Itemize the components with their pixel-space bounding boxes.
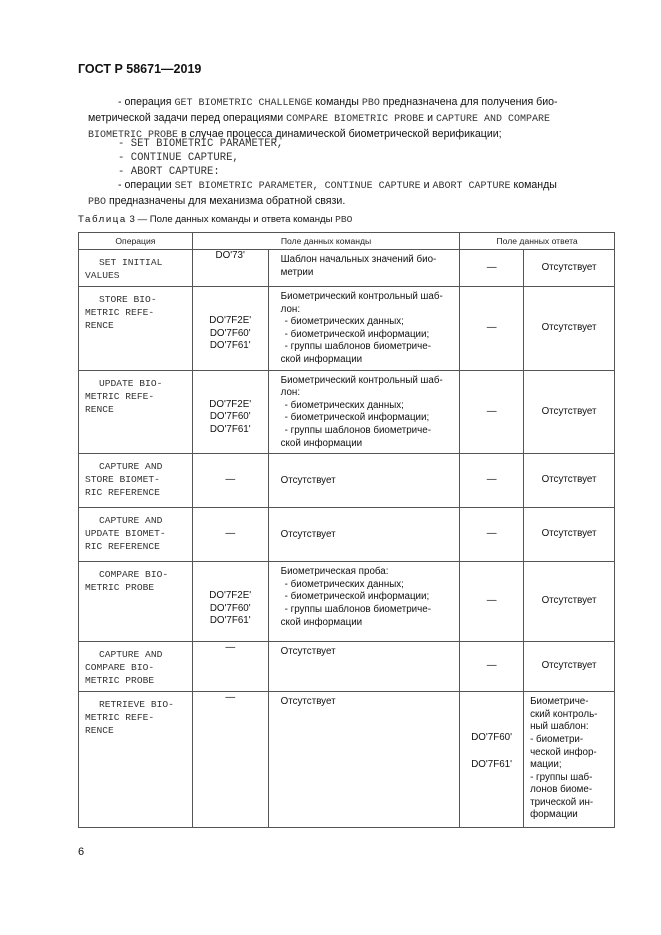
operation-cell — [79, 692, 193, 828]
description-line: трической ин- — [530, 796, 594, 808]
response-data-description-cell: Отсутствует — [524, 454, 615, 508]
caption-text: 3 — Поле данных команды и ответа команды — [126, 214, 336, 225]
data-object-tag: DO'7F2E' — [209, 590, 252, 602]
table-row — [79, 287, 615, 371]
response-data-object-cell — [460, 692, 524, 828]
description-line: - биометрических данных; — [284, 399, 404, 411]
intro-paragraph-1 — [88, 95, 614, 143]
response-data-description-cell: Отсутствует — [524, 287, 615, 371]
table-row — [79, 454, 615, 508]
response-data-object-cell: — — [460, 454, 524, 508]
description-line: - биометрических данных; — [284, 578, 404, 590]
description-line: лон: — [280, 387, 301, 399]
intro-text: команды — [510, 179, 557, 191]
table-row — [79, 370, 615, 454]
operation-cell — [79, 562, 193, 642]
table-row — [79, 508, 615, 562]
data-object-tag: — — [225, 642, 236, 654]
operation-name-line: STORE BIOMET- — [85, 474, 160, 486]
intro-code: GET BIOMETRIC CHALLENGE — [174, 98, 313, 109]
operation-name-line: RENCE — [85, 320, 114, 331]
response-data-description-cell: Отсутствует — [524, 250, 615, 287]
data-object-tag: DO'7F61' — [209, 423, 251, 435]
operation-name-line: METRIC REFE- — [85, 712, 155, 724]
command-data-object-cell — [192, 692, 268, 828]
pbo-data-table — [78, 232, 615, 828]
response-data-description-cell: Отсутствует — [524, 642, 615, 692]
description-line: метрии — [280, 266, 314, 278]
operation-name-line: UPDATE BIO- — [99, 377, 163, 389]
table-row — [79, 250, 615, 287]
data-object-tag: — — [225, 474, 236, 486]
description-line: формации — [530, 809, 578, 821]
operation-cell — [79, 642, 193, 692]
data-object-tag: DO'7F61' — [209, 615, 251, 627]
intro-text: предназначена для получения био- — [379, 96, 558, 108]
description-line: Биометрическая проба: — [280, 566, 389, 578]
operation-name-line: CAPTURE AND — [99, 515, 163, 527]
operation-cell — [79, 370, 193, 454]
command-data-description-cell — [268, 454, 460, 508]
table-row — [79, 692, 615, 828]
header-command-data: Поле данных команды — [192, 233, 459, 250]
operation-name-line: CAPTURE AND — [99, 649, 163, 661]
response-data-description-cell — [524, 692, 615, 828]
caption-label: Таблица — [78, 214, 127, 225]
data-object-tag: DO'7F60' — [209, 327, 251, 339]
description-line: - биометрической информации; — [284, 412, 430, 424]
intro-code: BIOMETRIC PROBE — [88, 130, 179, 141]
description-line: - биометрической информации; — [284, 328, 430, 340]
description-line: - группы шаблонов биометриче- — [284, 603, 431, 615]
description-line: лон: — [280, 303, 301, 315]
table-row — [79, 562, 615, 642]
intro-text: - операция — [118, 96, 175, 108]
response-data-object-cell: — — [460, 370, 524, 454]
operation-name-line: METRIC PROBE — [85, 675, 155, 687]
operation-cell — [79, 454, 193, 508]
data-object-tag: DO'7F60' — [209, 411, 251, 423]
description-line: Отсутствует — [280, 528, 336, 540]
description-line: - группы шаблонов биометриче- — [284, 341, 431, 353]
operation-name-line: RETRIEVE BIO- — [99, 699, 174, 711]
command-data-object-cell — [192, 454, 268, 508]
intro-code: ABORT CAPTURE — [432, 181, 511, 192]
data-object-tag: — — [225, 692, 236, 704]
description-line: - биометри- — [530, 733, 584, 745]
feedback-operations-list — [88, 137, 614, 179]
command-data-description-cell — [268, 250, 460, 287]
data-object-tag: DO'7F60' — [471, 732, 513, 744]
operation-name-line: STORE BIO- — [99, 294, 157, 305]
operation-name-line: COMPARE BIO- — [99, 569, 169, 581]
operation-cell — [79, 250, 193, 287]
description-line: ской информации — [280, 437, 363, 449]
data-object-tag: — — [225, 528, 236, 540]
description-line: Биометрический контрольный шаб- — [280, 374, 443, 386]
page-number: 6 — [78, 846, 85, 858]
operation-name-line: RIC REFERENCE — [85, 541, 160, 553]
description-line: ческой инфор- — [530, 746, 597, 758]
description-line: Шаблон начальных значений био- — [280, 254, 437, 265]
operation-cell — [79, 508, 193, 562]
response-data-object-cell: — — [460, 287, 524, 371]
document-header: ГОСТ Р 58671—2019 — [78, 62, 202, 76]
command-data-description-cell — [268, 287, 460, 371]
intro-code: COMPARE BIOMETRIC PROBE — [286, 114, 425, 125]
data-object-tag: DO'7F61' — [209, 340, 251, 352]
operation-name-line: CAPTURE AND — [99, 461, 163, 473]
intro-code: SET BIOMETRIC PARAMETER, CONTINUE CAPTURE — [174, 181, 421, 192]
description-line: - группы шаб- — [530, 771, 593, 783]
operation-name-line: RENCE — [85, 403, 114, 415]
description-line: - биометрических данных; — [284, 316, 404, 328]
intro-code: PBO — [88, 197, 107, 208]
list-item: - SET BIOMETRIC PARAMETER, — [118, 138, 284, 150]
intro-text: предназначены для механизма обратной связи. — [106, 195, 346, 207]
intro-text: - операции — [118, 179, 175, 191]
response-data-description-cell: Отсутствует — [524, 562, 615, 642]
operation-name-line: METRIC PROBE — [85, 582, 155, 594]
caption-code: PBO — [335, 214, 353, 225]
data-object-tag: DO'7F61' — [471, 758, 513, 770]
intro-text: в случае процесса динамической биометрической верификации; — [178, 128, 502, 140]
description-line: ский контроль- — [530, 708, 598, 720]
header-response-data: Поле данных ответа — [460, 233, 615, 250]
description-line: Биометриче- — [530, 696, 589, 708]
command-data-object-cell — [192, 287, 268, 371]
command-data-object-cell — [192, 250, 268, 287]
description-line: ской информации — [280, 353, 363, 365]
response-data-object-cell: — — [460, 508, 524, 562]
intro-code: PBO — [361, 98, 380, 109]
intro-text: метрической задачи перед операциями — [88, 112, 287, 124]
command-data-description-cell — [268, 692, 460, 828]
response-data-object-cell: — — [460, 250, 524, 287]
table-row — [79, 642, 615, 692]
operation-name-line: METRIC REFE- — [85, 390, 155, 402]
description-line: - биометрической информации; — [284, 591, 430, 603]
response-data-object-cell: — — [460, 562, 524, 642]
response-data-description-cell: Отсутствует — [524, 508, 615, 562]
command-data-description-cell — [268, 562, 460, 642]
operation-name-line: RENCE — [85, 725, 114, 737]
operation-name-line: RIC REFERENCE — [85, 487, 160, 499]
list-item: - ABORT CAPTURE: — [118, 166, 220, 178]
description-line: ской информации — [280, 616, 363, 628]
description-line: - группы шаблонов биометриче- — [284, 424, 431, 436]
description-line: мации; — [530, 759, 562, 771]
command-data-description-cell — [268, 642, 460, 692]
data-object-tag: DO'73' — [215, 250, 245, 261]
header-operation: Операция — [79, 233, 193, 250]
data-object-tag: DO'7F2E' — [209, 315, 252, 326]
command-data-object-cell — [192, 508, 268, 562]
table-header-row — [79, 233, 615, 250]
command-data-description-cell — [268, 370, 460, 454]
command-data-object-cell — [192, 562, 268, 642]
operation-name-line: SET INITIAL — [99, 257, 163, 268]
operation-name-line: METRIC REFE- — [85, 307, 155, 318]
description-line: Отсутствует — [280, 696, 336, 708]
description-line: Отсутствует — [280, 646, 336, 658]
description-line: ный шаблон: — [530, 721, 589, 733]
data-object-tag: DO'7F2E' — [209, 398, 252, 410]
description-line: Отсутствует — [280, 474, 336, 486]
command-data-object-cell — [192, 370, 268, 454]
description-line: Биометрический контрольный шаб- — [280, 291, 443, 302]
operation-name-line: VALUES — [85, 270, 120, 281]
intro-paragraph-2 — [88, 178, 614, 210]
intro-text: команды — [312, 96, 362, 108]
operation-name-line: COMPARE BIO- — [85, 662, 155, 674]
intro-text: и — [420, 179, 433, 191]
data-object-tag: DO'7F60' — [209, 602, 251, 614]
response-data-object-cell: — — [460, 642, 524, 692]
intro-text: и — [424, 112, 436, 124]
operation-name-line: UPDATE BIOMET- — [85, 528, 166, 540]
table-caption — [78, 214, 352, 225]
intro-code: CAPTURE AND COMPARE — [436, 114, 551, 125]
list-item: - CONTINUE CAPTURE, — [118, 152, 239, 164]
description-line: лонов биоме- — [530, 784, 593, 796]
command-data-object-cell — [192, 642, 268, 692]
response-data-description-cell: Отсутствует — [524, 370, 615, 454]
command-data-description-cell — [268, 508, 460, 562]
operation-cell — [79, 287, 193, 371]
